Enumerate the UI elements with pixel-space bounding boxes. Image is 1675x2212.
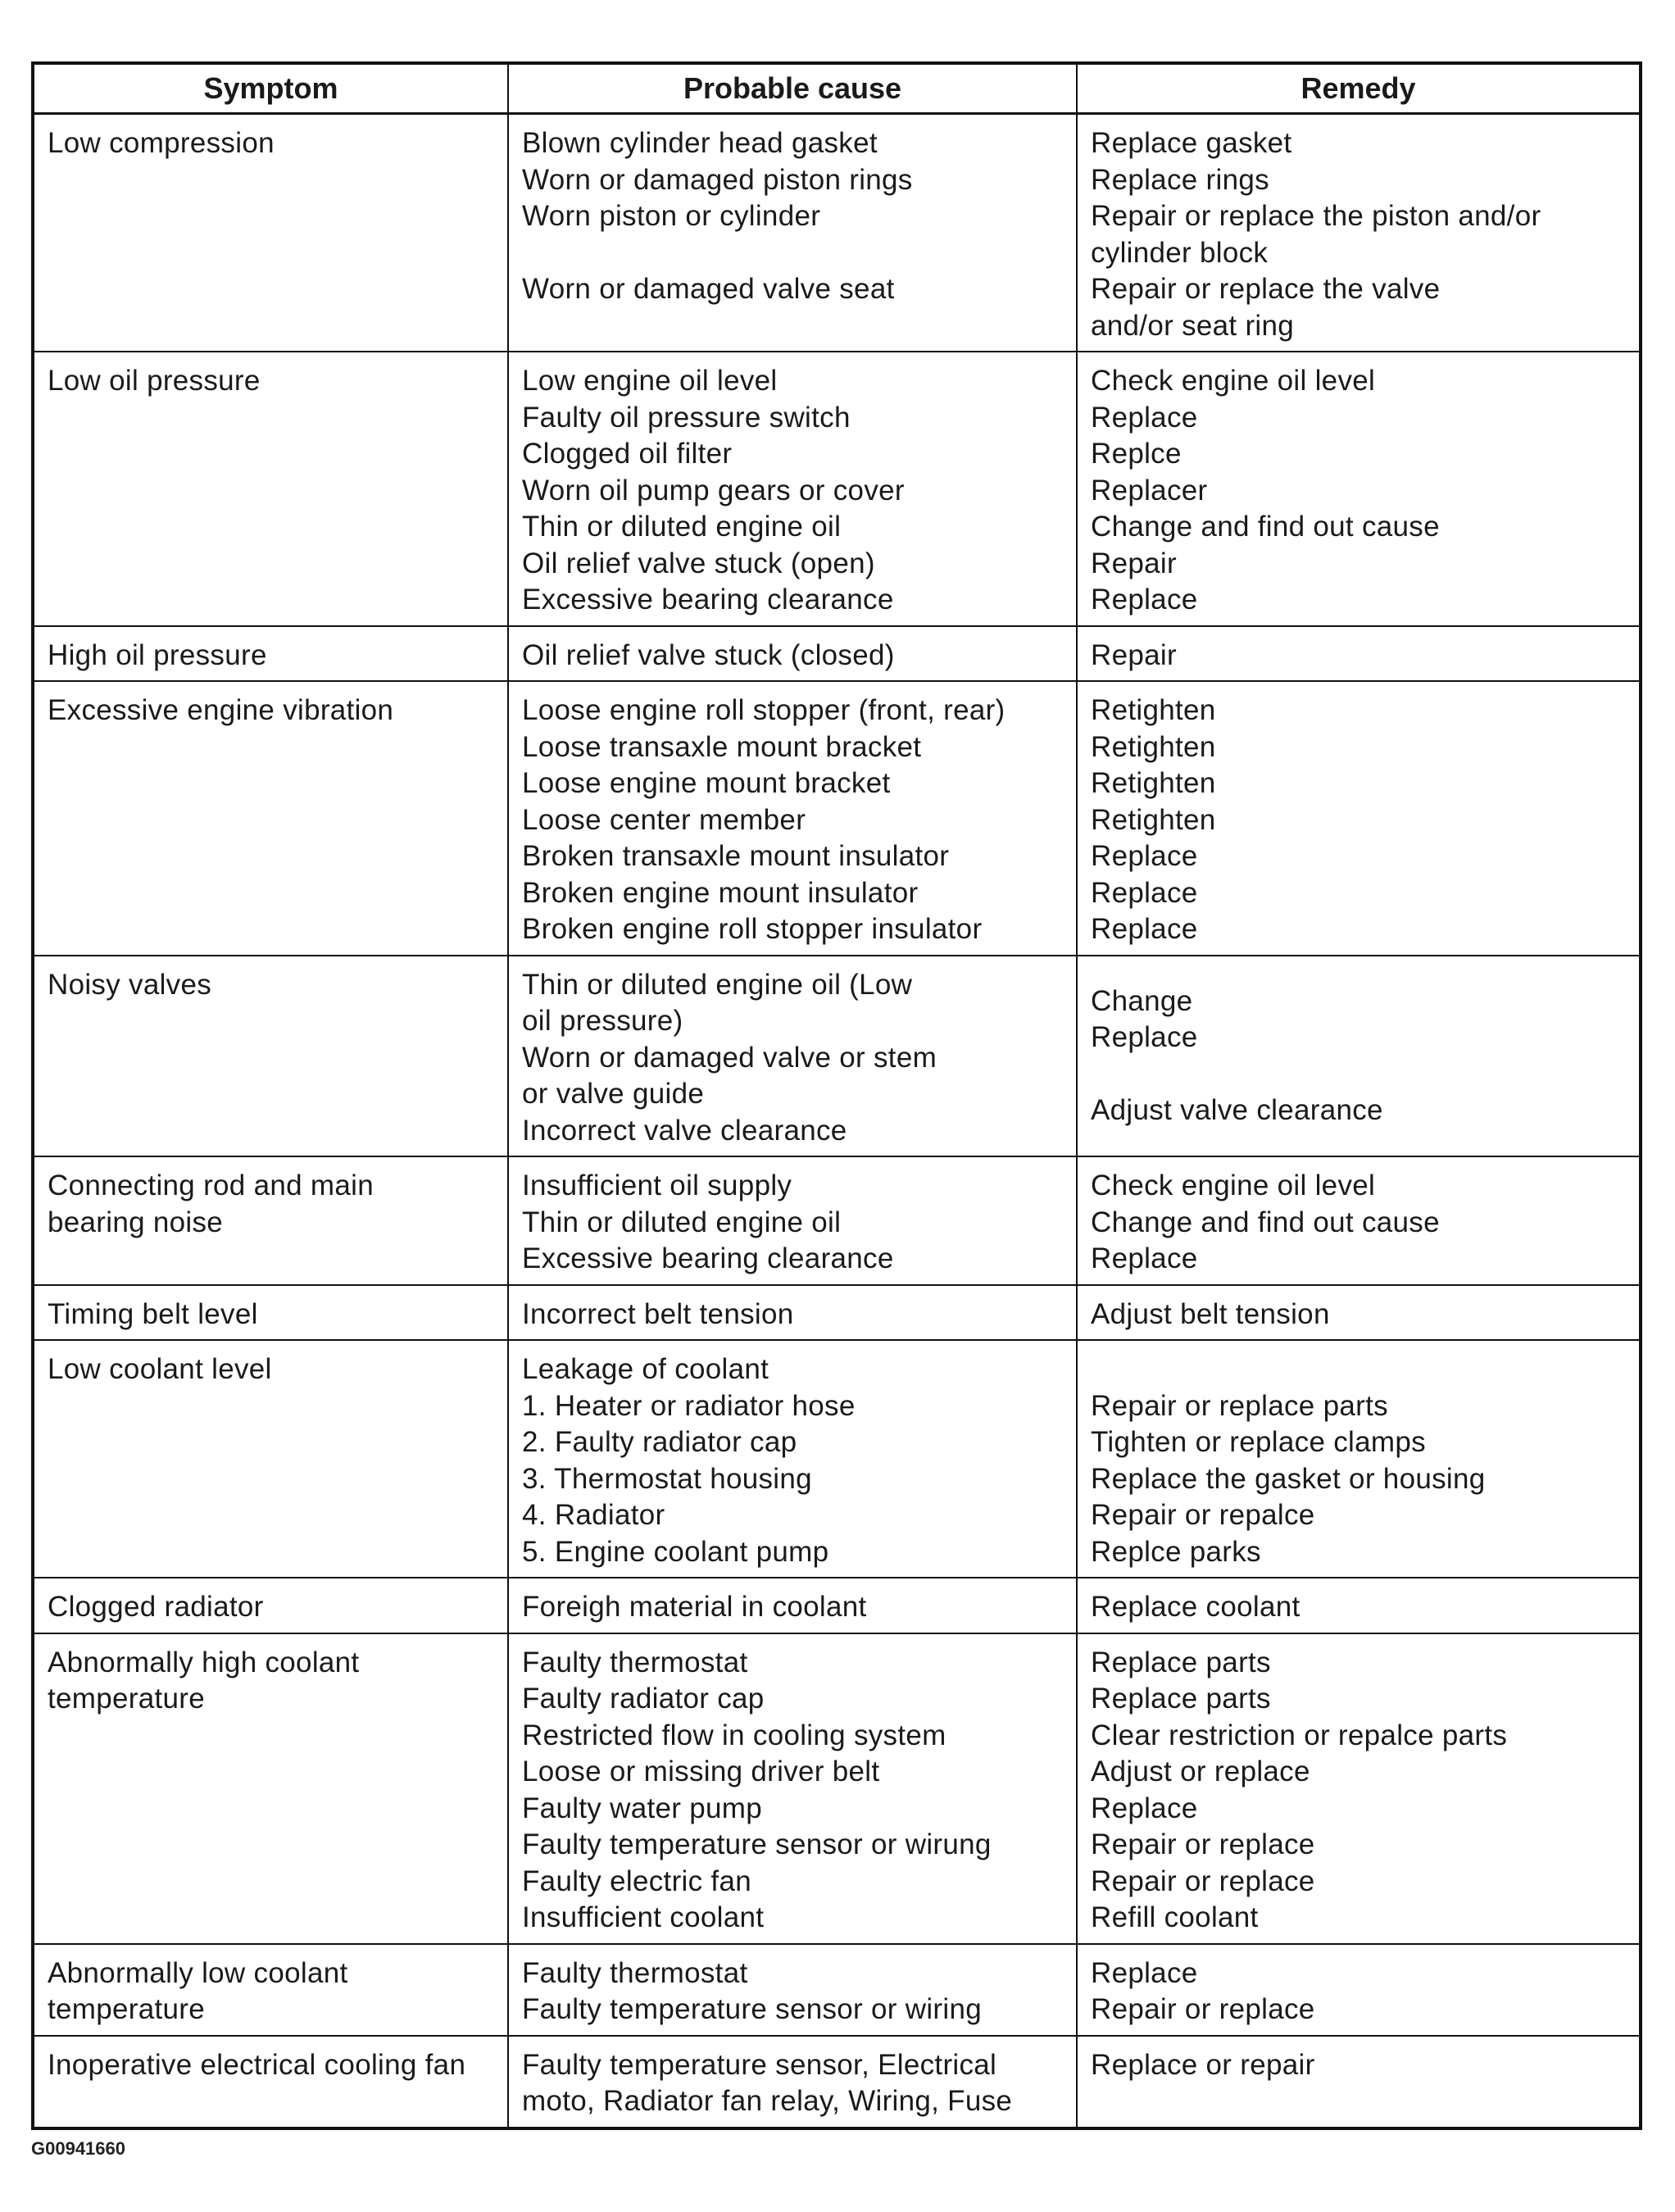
table-row [33, 1633, 1641, 1944]
remedy-cell: Check engine oil level Replace Replce Replacer Change and find out cause Repair Replace [1077, 352, 1641, 626]
cause-cell: Faulty thermostat Faulty temperature sensor or wiring [508, 1944, 1077, 2036]
cause-cell: Insufficient oil supply Thin or diluted engine oil Excessive bearing clearance [508, 1156, 1077, 1285]
cause-cell: Faulty thermostat Faulty radiator cap Restricted flow in cooling system Loose or missing driver belt Faulty water pump Faulty temperature sensor or wirung Faulty electric fan Insufficient coolant [508, 1633, 1077, 1944]
symptom-cell: Abnormally low coolant temperature [33, 1944, 508, 2036]
header-row [33, 63, 1641, 114]
column-header-probable-cause: Probable cause [508, 63, 1077, 114]
remedy-cell: Replace parts Replace parts Clear restriction or repalce parts Adjust or replace Replace Repair or replace Repair or replace Refill coolant [1077, 1633, 1641, 1944]
troubleshooting-table-container [31, 61, 1639, 2130]
remedy-cell: Replace Repair or replace [1077, 1944, 1641, 2036]
symptom-cell: Low oil pressure [33, 352, 508, 626]
column-header-remedy: Remedy [1077, 63, 1641, 114]
remedy-cell: Check engine oil level Change and find out cause Replace [1077, 1156, 1641, 1285]
table-row [33, 352, 1641, 626]
remedy-cell: Replace coolant [1077, 1578, 1641, 1633]
cause-cell: Thin or diluted engine oil (Low oil pressure) Worn or damaged valve or stem or valve guide Incorrect valve clearance [508, 956, 1077, 1157]
table-row [33, 1340, 1641, 1578]
symptom-cell: Inoperative electrical cooling fan [33, 2036, 508, 2128]
remedy-cell: Retighten Retighten Retighten Retighten Replace Replace Replace [1077, 681, 1641, 956]
column-header-symptom: Symptom [33, 63, 508, 114]
remedy-cell: Replace gasket Replace rings Repair or replace the piston and/or cylinder block Repair or replace the valve and/or seat ring [1077, 114, 1641, 352]
symptom-cell: Noisy valves [33, 956, 508, 1157]
cause-cell: Faulty temperature sensor, Electrical moto, Radiator fan relay, Wiring, Fuse [508, 2036, 1077, 2128]
symptom-cell: High oil pressure [33, 626, 508, 682]
cause-cell: Low engine oil level Faulty oil pressure switch Clogged oil filter Worn oil pump gears or cover Thin or diluted engine oil Oil relief valve stuck (open) Excessive bearing clearance [508, 352, 1077, 626]
remedy-cell: Change Replace Adjust valve clearance [1077, 956, 1641, 1157]
symptom-cell: Excessive engine vibration [33, 681, 508, 956]
symptom-cell: Low coolant level [33, 1340, 508, 1578]
symptom-cell: Abnormally high coolant temperature [33, 1633, 508, 1944]
table-row [33, 1944, 1641, 2036]
cause-cell: Oil relief valve stuck (closed) [508, 626, 1077, 682]
symptom-cell: Low compression [33, 114, 508, 352]
remedy-cell: Adjust belt tension [1077, 1285, 1641, 1341]
cause-cell: Foreigh material in coolant [508, 1578, 1077, 1633]
table-row [33, 681, 1641, 956]
table-row [33, 626, 1641, 682]
symptom-cell: Clogged radiator [33, 1578, 508, 1633]
table-row [33, 114, 1641, 352]
cause-cell: Incorrect belt tension [508, 1285, 1077, 1341]
table-row [33, 956, 1641, 1157]
cause-cell: Loose engine roll stopper (front, rear) Loose transaxle mount bracket Loose engine mount bracket Loose center member Broken transaxle mount insulator Broken engine mount insulator Broken engine roll stopper insulator [508, 681, 1077, 956]
cause-cell: Blown cylinder head gasket Worn or damaged piston rings Worn piston or cylinder Worn or damaged valve seat [508, 114, 1077, 352]
symptom-cell: Timing belt level [33, 1285, 508, 1341]
table-row [33, 2036, 1641, 2128]
remedy-cell: Replace or repair [1077, 2036, 1641, 2128]
table-row [33, 1578, 1641, 1633]
table-row [33, 1156, 1641, 1285]
remedy-cell: Repair [1077, 626, 1641, 682]
table-row [33, 1285, 1641, 1341]
remedy-cell: Repair or replace parts Tighten or replace clamps Replace the gasket or housing Repair or repalce Replce parks [1077, 1340, 1641, 1578]
symptom-cell: Connecting rod and main bearing noise [33, 1156, 508, 1285]
cause-cell: Leakage of coolant 1. Heater or radiator hose 2. Faulty radiator cap 3. Thermostat housing 4. Radiator 5. Engine coolant pump [508, 1340, 1077, 1578]
troubleshooting-table [31, 61, 1642, 2130]
figure-code: G00941660 [31, 2138, 125, 2159]
